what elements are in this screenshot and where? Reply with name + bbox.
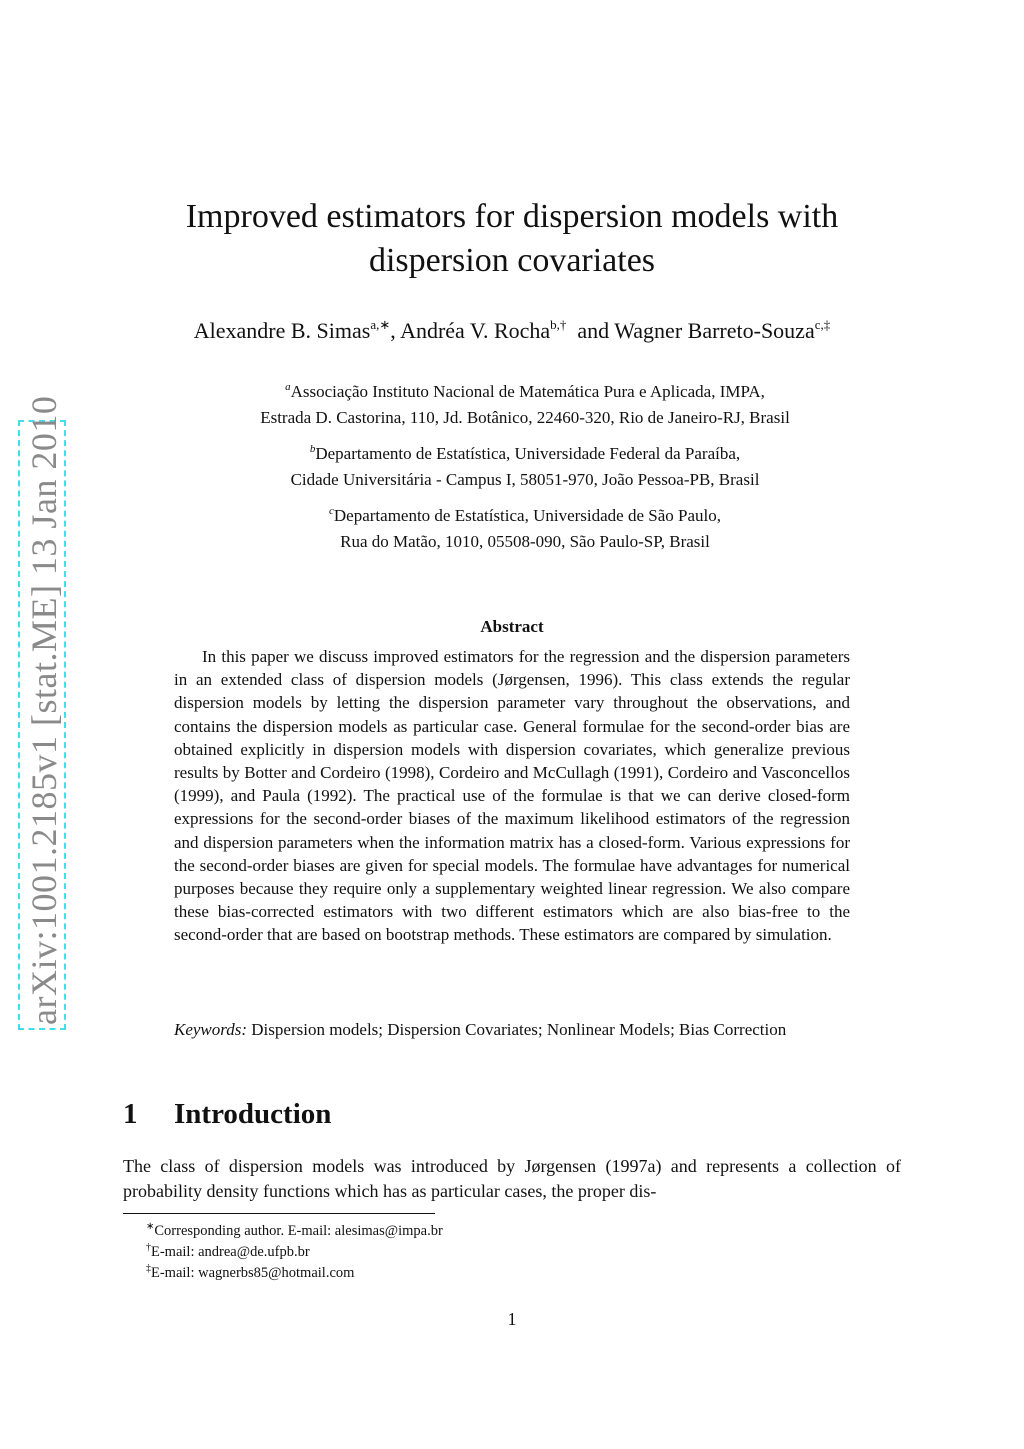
affiliation-a-mark: a [285,381,291,393]
affiliation-b-line-2: Cidade Universitária - Campus I, 58051-970, João Pessoa-PB, Brasil [290,470,760,489]
title-line-1: Improved estimators for dispersion models with [185,198,839,235]
affiliation-b-mark: b [309,443,316,455]
footnote-2-mark: † [146,1242,151,1253]
affiliation-a-line-2: Estrada D. Castorina, 110, Jd. Botânico, 22460-320, Rio de Janeiro-RJ, Brasil [260,408,790,427]
affiliation-c-line-2: Rua do Matão, 1010, 05508-090, São Paulo-SP, Brasil [340,532,710,551]
author-3-marks: c,‡ [814,317,831,332]
author-list: Alexandre B. Simas$^{a,∗}$, Andréa V. Rocha$^{b,\dagger}$ and Wagner Barreto-Souza$^{c,\ddagger}$ [193,317,831,343]
title-line-2: dispersion covariates [368,242,656,279]
footnote-1: ∗Corresponding author. E-mail: alesimas@impa.br [146,1221,443,1239]
abstract-body [174,645,850,947]
author-2-marks: b,† [550,317,567,332]
keywords [174,1018,850,1042]
affiliation-c-line-1: $^c$Departamento de Estatística, Universidade de São Paulo, [329,505,721,525]
abstract-text: In this paper we discuss improved estimators for the regression and the dispersion parameters in an extended class of dispersion models (Jørgensen, 1996). This class extends the regular dispersion models by letting the dispersion parameter vary throughout the observations, and contains the dispersion models as particular case. General formulae for the second-order bias are obtained explicitly in dispersion models with dispersion covariates, which generalize previous results by Botter and Cordeiro (1998), Cordeiro and McCullagh (1991), Cordeiro and Vasconcellos (1999), and Paula (1992). The practical use of the formulae is that we can derive closed-form expressions for the second-order biases of the maximum likelihood estimators of the regression and dispersion parameters when the information matrix has a closed-form. Various expressions for the second-order biases are given for special models. The formulae have advantages for numerical purposes because they require only a supplementary weighted linear regression. We also compare these bias-corrected estimators with two different estimators which are also bias-free to the second-order that are based on bootstrap methods. These estimators are compared by simulation. [174,647,850,945]
footnote-3: ‡E-mail: wagnerbs85@hotmail.com [146,1263,355,1281]
author-2-name: Andréa V. Rocha [400,318,551,343]
footnote-2: †E-mail: andrea@de.ufpb.br [146,1242,310,1260]
author-1-marks: a,∗ [370,317,391,332]
section-title: Introduction [174,1098,332,1130]
affiliation-c-mark: c [329,505,334,517]
arxiv-stamp-text: arXiv:1001.2185v1 [stat.ME] 13 Jan 2010 [24,395,64,1025]
section-number: 1 [123,1098,138,1130]
keywords-text: Dispersion models; Dispersion Covariates; Nonlinear Models; Bias Correction [251,1020,787,1039]
abstract-heading: Abstract [480,617,544,636]
author-3-name: and Wagner Barreto-Souza [577,318,815,343]
footnote-1-mark: ∗ [146,1221,155,1232]
footnote-rule [123,1213,435,1214]
author-1-name: Alexandre B. Simas [193,318,371,343]
footnote-3-mark: ‡ [146,1263,151,1274]
affiliation-b-line-1: $^b$Departamento de Estatística, Universidade Federal da Paraíba, [309,443,741,463]
keywords-label: Keywords: [174,1020,248,1039]
paper-title [120,195,904,283]
introduction-text: The class of dispersion models was introduced by Jørgensen (1997a) and represents a collection of probability density functions which has as particular cases, the proper dis- [123,1156,901,1201]
page-number: 1 [507,1309,517,1329]
affiliation-a-line-1: $^a$Associação Instituto Nacional de Matemática Pura e Aplicada, IMPA, [285,381,765,401]
